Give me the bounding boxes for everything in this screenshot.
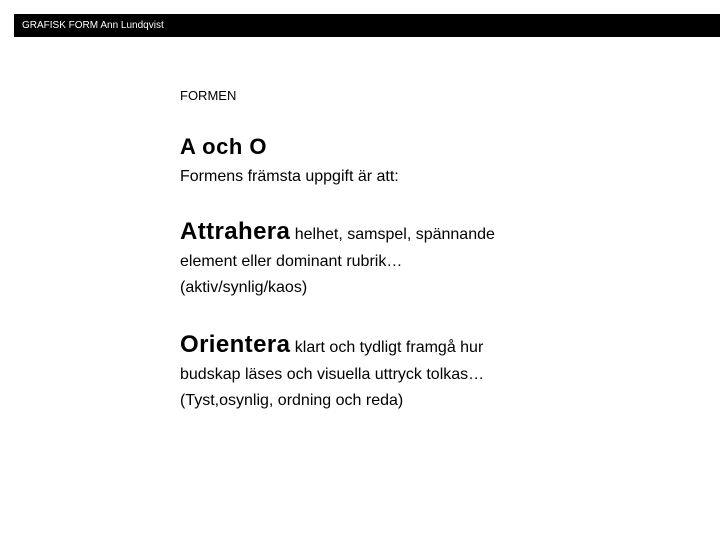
- point-attrahera: [180, 218, 700, 301]
- point-line-2: budskap läses och visuella uttryck tolkas…: [180, 366, 485, 383]
- point-keyword: Orientera: [180, 331, 291, 358]
- point-keyword: Attrahera: [180, 218, 291, 245]
- main-heading: A och O: [180, 134, 268, 159]
- point-line-3: (Tyst,osynlig, ordning och reda): [180, 392, 404, 409]
- point-lead-rest: klart och tydligt framgå hur: [290, 339, 484, 356]
- point-lead-rest: helhet, samspel, spännande: [290, 226, 495, 243]
- point-orientera: [180, 331, 700, 414]
- point-lead-line: [180, 218, 700, 249]
- point-line-2: element eller dominant rubrik…: [180, 253, 403, 270]
- point-line-3: (aktiv/synlig/kaos): [180, 279, 308, 296]
- header-title: GRAFISK FORM Ann Lundqvist: [22, 20, 164, 31]
- intro-text: Formens främsta uppgift är att:: [180, 168, 399, 185]
- point-lead-line: [180, 331, 700, 362]
- header-bar: [14, 14, 720, 37]
- section-label: FORMEN: [180, 88, 237, 103]
